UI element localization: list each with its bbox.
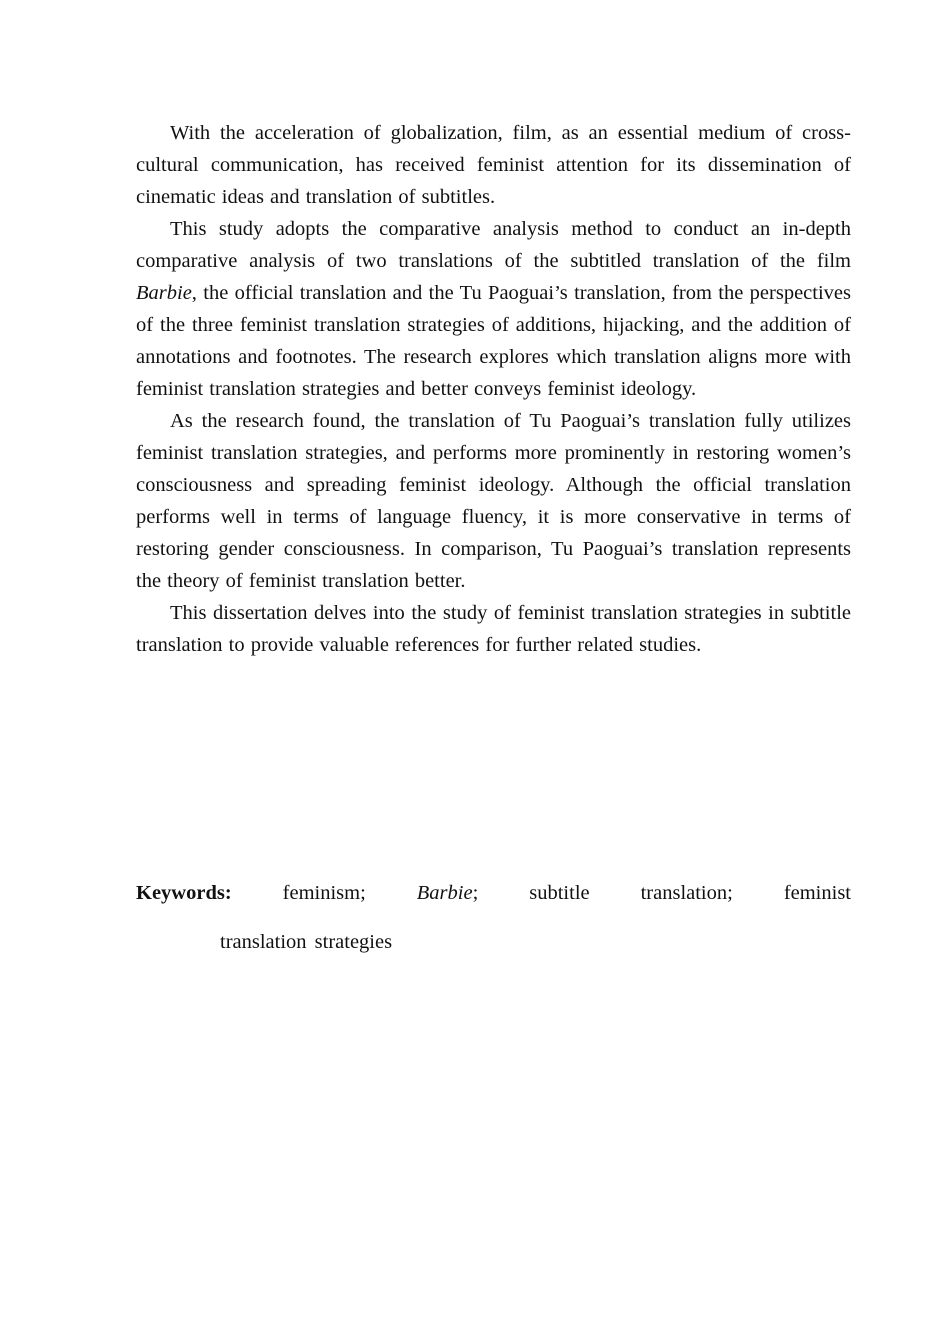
keyword-barbie-title: Barbie (416, 882, 473, 904)
abstract-body (136, 117, 851, 661)
abstract-paragraph-1 (136, 117, 851, 213)
abstract-paragraph-4 (136, 597, 851, 661)
keyword-feminism: feminism; (282, 882, 366, 904)
paragraph-1-text: With the acceleration of globalization, film, as an essential medium of cross-cultural communication, has received feminist attention for its dissemination of cinematic ideas and translation of subtitles. (136, 122, 851, 208)
keywords-line-1 (136, 877, 851, 909)
keyword-barbie (417, 877, 479, 909)
keyword-translation: translation; (640, 882, 733, 904)
paragraph-2-text-a: This study adopts the comparative analysis method to conduct an in-depth comparative analysis of two translations of the subtitled translation of the film (136, 218, 851, 272)
keyword-feminist: feminist (783, 882, 851, 904)
keywords-label: Keywords: (136, 882, 232, 904)
abstract-paragraph-3 (136, 405, 851, 597)
keyword-subtitle: subtitle (529, 882, 590, 904)
keywords-line-2: translation strategies (220, 931, 393, 953)
film-title-barbie: Barbie (136, 282, 192, 304)
keyword-barbie-separator: ; (472, 882, 479, 904)
keywords-section (136, 877, 851, 958)
abstract-paragraph-2 (136, 213, 851, 405)
paragraph-3-text: As the research found, the translation of Tu Paoguai’s translation fully utilizes feminist translation strategies, and performs more prominently in restoring women’s consciousness and spreading feminist ideology. Although the official translation performs well in terms of language fluency, it is more conservative in terms of restoring gender consciousness. In comparison, Tu Paoguai’s translation represents the theory of feminist translation better. (136, 410, 851, 592)
paragraph-4-text: This dissertation delves into the study of feminist translation strategies in subtitle translation to provide valuable references for further related studies. (136, 602, 851, 656)
paragraph-2-text-b: , the official translation and the Tu Paoguai’s translation, from the perspectives of the three feminist translation strategies of additions, hijacking, and the addition of annotations and footnotes. The research explores which translation aligns more with feminist translation strategies and better conveys feminist ideology. (136, 282, 851, 400)
